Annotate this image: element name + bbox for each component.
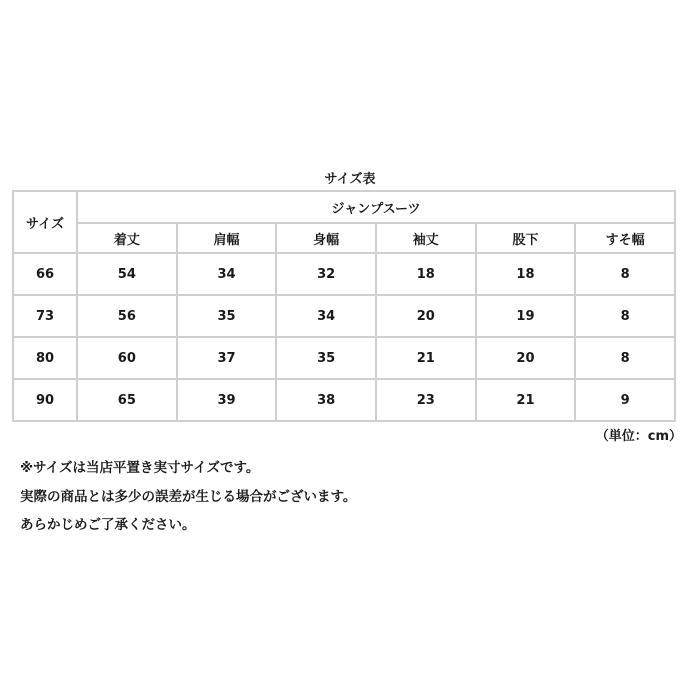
table-cell: 56 <box>77 295 177 337</box>
size-cell: 73 <box>13 295 77 337</box>
table-header-row <box>13 191 675 223</box>
table-cell: 8 <box>575 337 675 379</box>
table-cell: 9 <box>575 379 675 421</box>
table-row <box>13 253 675 295</box>
table-cell: 37 <box>177 337 277 379</box>
size-cell: 90 <box>13 379 77 421</box>
table-cell: 23 <box>376 379 476 421</box>
table-row <box>13 337 675 379</box>
table-cell: 20 <box>476 337 576 379</box>
table-cell: 39 <box>177 379 277 421</box>
note-line: ※サイズは当店平置き実寸サイズです。 <box>20 460 260 476</box>
table-cell: 60 <box>77 337 177 379</box>
table-cell: 38 <box>276 379 376 421</box>
table-row <box>13 379 675 421</box>
size-cell: 66 <box>13 253 77 295</box>
group-header: ジャンプスーツ <box>77 191 675 223</box>
column-header: 着丈 <box>77 223 177 253</box>
table-cell: 21 <box>376 337 476 379</box>
column-header: 袖丈 <box>376 223 476 253</box>
note-line: 実際の商品とは多少の誤差が生じる場合がございます。 <box>20 489 357 505</box>
note-line: あらかじめご了承ください。 <box>20 517 196 533</box>
column-header: 身幅 <box>276 223 376 253</box>
table-cell: 34 <box>177 253 277 295</box>
column-header: すそ幅 <box>575 223 675 253</box>
table-cell: 35 <box>276 337 376 379</box>
table-cell: 18 <box>376 253 476 295</box>
table-cell: 34 <box>276 295 376 337</box>
table-cell: 18 <box>476 253 576 295</box>
size-table <box>12 190 676 422</box>
table-cell: 65 <box>77 379 177 421</box>
table-cell: 35 <box>177 295 277 337</box>
table-cell: 54 <box>77 253 177 295</box>
table-cell: 20 <box>376 295 476 337</box>
unit-label: （単位：cm） <box>595 429 682 444</box>
column-header-row <box>13 223 675 253</box>
table-cell: 8 <box>575 253 675 295</box>
chart-title: サイズ表 <box>324 172 376 187</box>
column-header: 股下 <box>476 223 576 253</box>
table-cell: 21 <box>476 379 576 421</box>
table-cell: 32 <box>276 253 376 295</box>
table-row <box>13 295 675 337</box>
table-cell: 19 <box>476 295 576 337</box>
size-header: サイズ <box>13 191 77 253</box>
table-cell: 8 <box>575 295 675 337</box>
column-header: 肩幅 <box>177 223 277 253</box>
size-cell: 80 <box>13 337 77 379</box>
